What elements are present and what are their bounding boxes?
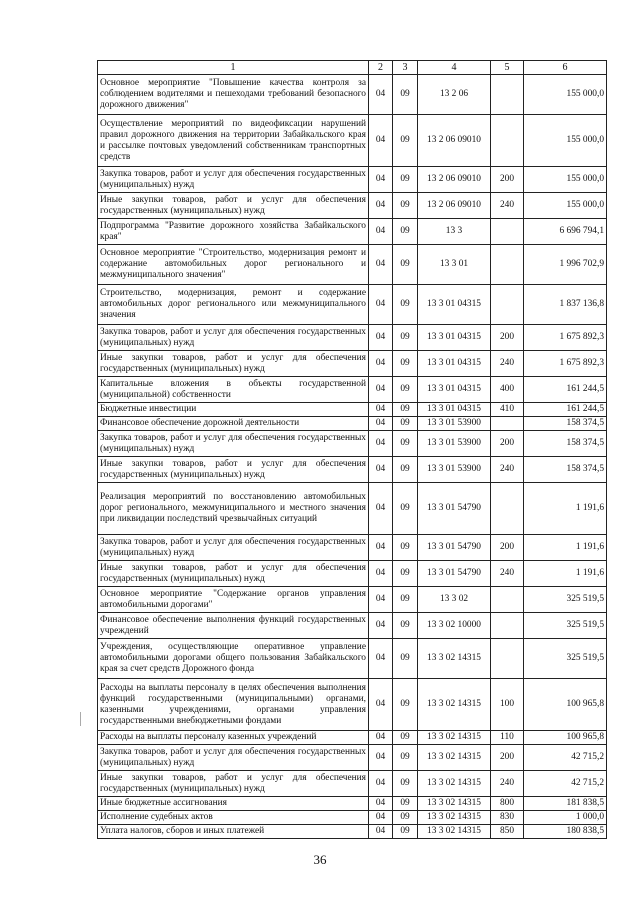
row-name-cell: Реализация мероприятий по восстановлению автомобильных дорог регионального, межмуниципального и местного значения при ликвидации последствий чрезвычайных ситуаций [98, 483, 369, 535]
row-expense-type-cell [491, 639, 524, 679]
row-name-cell: Закупка товаров, работ и услуг для обеспечения государственных (муниципальных) нужд [98, 325, 369, 351]
header-col-4: 4 [418, 61, 491, 75]
row-subsection-cell: 09 [393, 587, 418, 613]
table-row [98, 731, 607, 745]
table-row [98, 417, 607, 431]
row-amount-cell: 325 519,5 [524, 613, 607, 639]
row-amount-cell: 325 519,5 [524, 639, 607, 679]
row-amount-cell: 158 374,5 [524, 431, 607, 457]
row-target-article-cell: 13 3 02 14315 [418, 825, 491, 839]
table-row [98, 75, 607, 115]
row-name-cell: Уплата налогов, сборов и иных платежей [98, 825, 369, 839]
row-section-cell: 04 [369, 483, 393, 535]
row-name-cell: Закупка товаров, работ и услуг для обеспечения государственных (муниципальных) нужд [98, 745, 369, 771]
table-row [98, 431, 607, 457]
table-row [98, 457, 607, 483]
row-expense-type-cell [491, 613, 524, 639]
row-expense-type-cell [491, 219, 524, 245]
row-expense-type-cell: 200 [491, 535, 524, 561]
row-target-article-cell: 13 3 01 53900 [418, 417, 491, 431]
row-amount-cell: 161 244,5 [524, 377, 607, 403]
row-target-article-cell: 13 2 06 09010 [418, 167, 491, 193]
row-amount-cell: 1 675 892,3 [524, 325, 607, 351]
row-subsection-cell: 09 [393, 731, 418, 745]
row-name-cell: Строительство, модернизация, ремонт и содержание автомобильных дорог регионального или межмуниципального значения [98, 285, 369, 325]
table-row [98, 797, 607, 811]
table-row [98, 613, 607, 639]
row-expense-type-cell: 830 [491, 811, 524, 825]
row-target-article-cell: 13 3 01 54790 [418, 561, 491, 587]
row-section-cell: 04 [369, 457, 393, 483]
row-expense-type-cell [491, 483, 524, 535]
row-target-article-cell: 13 3 01 04315 [418, 377, 491, 403]
row-name-cell: Основное мероприятие "Повышение качества контроля за соблюдением водителями и пешеходами требований безопасного дорожного движения" [98, 75, 369, 115]
row-target-article-cell: 13 3 02 10000 [418, 613, 491, 639]
row-expense-type-cell [491, 75, 524, 115]
table-row [98, 561, 607, 587]
row-target-article-cell: 13 3 01 04315 [418, 351, 491, 377]
row-expense-type-cell: 200 [491, 167, 524, 193]
table-row [98, 325, 607, 351]
table-body [98, 75, 607, 839]
table-row [98, 193, 607, 219]
row-section-cell: 04 [369, 219, 393, 245]
table-row [98, 639, 607, 679]
row-name-cell: Финансовое обеспечение выполнения функций государственных учреждений [98, 613, 369, 639]
row-expense-type-cell: 400 [491, 377, 524, 403]
row-amount-cell: 100 965,8 [524, 679, 607, 731]
row-section-cell: 04 [369, 377, 393, 403]
row-section-cell: 04 [369, 771, 393, 797]
row-section-cell: 04 [369, 561, 393, 587]
table-row [98, 679, 607, 731]
row-section-cell: 04 [369, 535, 393, 561]
row-section-cell: 04 [369, 75, 393, 115]
row-amount-cell: 181 838,5 [524, 797, 607, 811]
table-row [98, 167, 607, 193]
row-section-cell: 04 [369, 613, 393, 639]
row-section-cell: 04 [369, 825, 393, 839]
row-section-cell: 04 [369, 431, 393, 457]
row-section-cell: 04 [369, 731, 393, 745]
row-expense-type-cell [491, 245, 524, 285]
row-name-cell: Капитальные вложения в объекты государственной (муниципальной) собственности [98, 377, 369, 403]
row-subsection-cell: 09 [393, 403, 418, 417]
row-target-article-cell: 13 3 02 14315 [418, 639, 491, 679]
row-expense-type-cell: 240 [491, 457, 524, 483]
row-target-article-cell: 13 3 01 54790 [418, 535, 491, 561]
row-section-cell: 04 [369, 639, 393, 679]
row-target-article-cell: 13 3 01 04315 [418, 403, 491, 417]
row-expense-type-cell: 850 [491, 825, 524, 839]
row-target-article-cell: 13 3 01 [418, 245, 491, 285]
row-name-cell: Закупка товаров, работ и услуг для обеспечения государственных (муниципальных) нужд [98, 535, 369, 561]
row-name-cell: Подпрограмма "Развитие дорожного хозяйства Забайкальского края" [98, 219, 369, 245]
row-target-article-cell: 13 3 01 53900 [418, 457, 491, 483]
header-col-6: 6 [524, 61, 607, 75]
header-col-5: 5 [491, 61, 524, 75]
row-subsection-cell: 09 [393, 245, 418, 285]
row-amount-cell: 1 675 892,3 [524, 351, 607, 377]
row-name-cell: Исполнение судебных актов [98, 811, 369, 825]
row-amount-cell: 158 374,5 [524, 457, 607, 483]
row-subsection-cell: 09 [393, 771, 418, 797]
row-name-cell: Закупка товаров, работ и услуг для обеспечения государственных (муниципальных) нужд [98, 167, 369, 193]
row-subsection-cell: 09 [393, 193, 418, 219]
row-subsection-cell: 09 [393, 679, 418, 731]
row-subsection-cell: 09 [393, 285, 418, 325]
row-section-cell: 04 [369, 193, 393, 219]
row-amount-cell: 158 374,5 [524, 417, 607, 431]
row-name-cell: Расходы на выплаты персоналу в целях обеспечения выполнения функций государственными (муниципальными) органами, казенными учреждениями, органами управления государственными внебюджетными фондами [98, 679, 369, 731]
row-subsection-cell: 09 [393, 351, 418, 377]
row-subsection-cell: 09 [393, 535, 418, 561]
row-subsection-cell: 09 [393, 75, 418, 115]
row-amount-cell: 1 837 136,8 [524, 285, 607, 325]
table-row [98, 285, 607, 325]
row-amount-cell: 1 996 702,9 [524, 245, 607, 285]
row-name-cell: Закупка товаров, работ и услуг для обеспечения государственных (муниципальных) нужд [98, 431, 369, 457]
row-name-cell: Иные закупки товаров, работ и услуг для обеспечения государственных (муниципальных) нужд [98, 457, 369, 483]
row-expense-type-cell [491, 587, 524, 613]
header-col-3: 3 [393, 61, 418, 75]
row-target-article-cell: 13 3 02 14315 [418, 771, 491, 797]
row-amount-cell: 6 696 794,1 [524, 219, 607, 245]
row-subsection-cell: 09 [393, 219, 418, 245]
table-row [98, 811, 607, 825]
row-amount-cell: 1 000,0 [524, 811, 607, 825]
row-subsection-cell: 09 [393, 431, 418, 457]
row-target-article-cell: 13 3 01 53900 [418, 431, 491, 457]
row-subsection-cell: 09 [393, 457, 418, 483]
row-expense-type-cell: 200 [491, 325, 524, 351]
row-expense-type-cell: 200 [491, 745, 524, 771]
row-expense-type-cell: 240 [491, 351, 524, 377]
row-subsection-cell: 09 [393, 325, 418, 351]
margin-mark [80, 712, 81, 726]
row-name-cell: Финансовое обеспечение дорожной деятельности [98, 417, 369, 431]
row-target-article-cell: 13 2 06 09010 [418, 115, 491, 167]
row-amount-cell: 180 838,5 [524, 825, 607, 839]
row-name-cell: Иные закупки товаров, работ и услуг для обеспечения государственных (муниципальных) нужд [98, 193, 369, 219]
row-section-cell: 04 [369, 285, 393, 325]
row-subsection-cell: 09 [393, 811, 418, 825]
row-expense-type-cell: 110 [491, 731, 524, 745]
row-section-cell: 04 [369, 245, 393, 285]
row-subsection-cell: 09 [393, 639, 418, 679]
table-row [98, 351, 607, 377]
row-subsection-cell: 09 [393, 825, 418, 839]
row-expense-type-cell [491, 417, 524, 431]
row-target-article-cell: 13 3 02 14315 [418, 797, 491, 811]
row-subsection-cell: 09 [393, 115, 418, 167]
row-expense-type-cell [491, 115, 524, 167]
row-subsection-cell: 09 [393, 613, 418, 639]
budget-table-container [97, 60, 606, 839]
row-amount-cell: 161 244,5 [524, 403, 607, 417]
row-amount-cell: 155 000,0 [524, 115, 607, 167]
row-section-cell: 04 [369, 797, 393, 811]
row-target-article-cell: 13 3 02 14315 [418, 679, 491, 731]
row-amount-cell: 155 000,0 [524, 193, 607, 219]
table-row [98, 745, 607, 771]
row-target-article-cell: 13 3 01 54790 [418, 483, 491, 535]
row-section-cell: 04 [369, 679, 393, 731]
row-subsection-cell: 09 [393, 483, 418, 535]
table-row [98, 403, 607, 417]
table-row [98, 587, 607, 613]
row-amount-cell: 155 000,0 [524, 75, 607, 115]
table-row [98, 377, 607, 403]
row-amount-cell: 100 965,8 [524, 731, 607, 745]
row-subsection-cell: 09 [393, 745, 418, 771]
row-target-article-cell: 13 2 06 [418, 75, 491, 115]
row-name-cell: Иные закупки товаров, работ и услуг для обеспечения государственных (муниципальных) нужд [98, 561, 369, 587]
row-name-cell: Иные закупки товаров, работ и услуг для обеспечения государственных (муниципальных) нужд [98, 351, 369, 377]
row-section-cell: 04 [369, 745, 393, 771]
row-amount-cell: 325 519,5 [524, 587, 607, 613]
row-name-cell: Осуществление мероприятий по видеофиксации нарушений правил дорожного движения на территории Забайкальского края и рассылке почтовых уведомлений собственникам транспортных средств [98, 115, 369, 167]
row-expense-type-cell: 240 [491, 193, 524, 219]
row-section-cell: 04 [369, 167, 393, 193]
row-expense-type-cell: 200 [491, 431, 524, 457]
row-target-article-cell: 13 3 01 04315 [418, 325, 491, 351]
row-name-cell: Расходы на выплаты персоналу казенных учреждений [98, 731, 369, 745]
row-subsection-cell: 09 [393, 797, 418, 811]
row-target-article-cell: 13 3 02 14315 [418, 731, 491, 745]
table-row [98, 535, 607, 561]
header-col-1: 1 [98, 61, 369, 75]
row-subsection-cell: 09 [393, 377, 418, 403]
row-name-cell: Основное мероприятие "Содержание органов управления автомобильными дорогами" [98, 587, 369, 613]
row-subsection-cell: 09 [393, 417, 418, 431]
header-col-2: 2 [369, 61, 393, 75]
row-expense-type-cell: 800 [491, 797, 524, 811]
row-target-article-cell: 13 3 02 14315 [418, 811, 491, 825]
row-section-cell: 04 [369, 325, 393, 351]
row-name-cell: Учреждения, осуществляющие оперативное управление автомобильными дорогами общего пользования Забайкальского края за счет средств Дорожного фонда [98, 639, 369, 679]
row-section-cell: 04 [369, 811, 393, 825]
budget-table [97, 60, 607, 839]
row-amount-cell: 42 715,2 [524, 745, 607, 771]
row-target-article-cell: 13 2 06 09010 [418, 193, 491, 219]
table-row [98, 825, 607, 839]
row-name-cell: Основное мероприятие "Строительство, модернизация ремонт и содержание автомобильных дорог регионального и межмуниципального значения" [98, 245, 369, 285]
row-subsection-cell: 09 [393, 561, 418, 587]
row-amount-cell: 1 191,6 [524, 561, 607, 587]
row-amount-cell: 1 191,6 [524, 535, 607, 561]
row-section-cell: 04 [369, 351, 393, 377]
page-number: 36 [313, 852, 327, 867]
row-section-cell: 04 [369, 403, 393, 417]
row-target-article-cell: 13 3 01 04315 [418, 285, 491, 325]
table-row [98, 115, 607, 167]
row-target-article-cell: 13 3 [418, 219, 491, 245]
row-section-cell: 04 [369, 587, 393, 613]
row-amount-cell: 42 715,2 [524, 771, 607, 797]
row-amount-cell: 155 000,0 [524, 167, 607, 193]
row-expense-type-cell: 410 [491, 403, 524, 417]
row-name-cell: Иные закупки товаров, работ и услуг для обеспечения государственных (муниципальных) нужд [98, 771, 369, 797]
row-target-article-cell: 13 3 02 [418, 587, 491, 613]
row-subsection-cell: 09 [393, 167, 418, 193]
row-target-article-cell: 13 3 02 14315 [418, 745, 491, 771]
row-section-cell: 04 [369, 417, 393, 431]
row-expense-type-cell: 240 [491, 771, 524, 797]
table-row [98, 219, 607, 245]
table-row [98, 771, 607, 797]
header-row [98, 61, 607, 75]
row-expense-type-cell: 240 [491, 561, 524, 587]
row-amount-cell: 1 191,6 [524, 483, 607, 535]
row-name-cell: Иные бюджетные ассигнования [98, 797, 369, 811]
table-row [98, 245, 607, 285]
row-name-cell: Бюджетные инвестиции [98, 403, 369, 417]
row-expense-type-cell [491, 285, 524, 325]
row-expense-type-cell: 100 [491, 679, 524, 731]
table-row [98, 483, 607, 535]
row-section-cell: 04 [369, 115, 393, 167]
